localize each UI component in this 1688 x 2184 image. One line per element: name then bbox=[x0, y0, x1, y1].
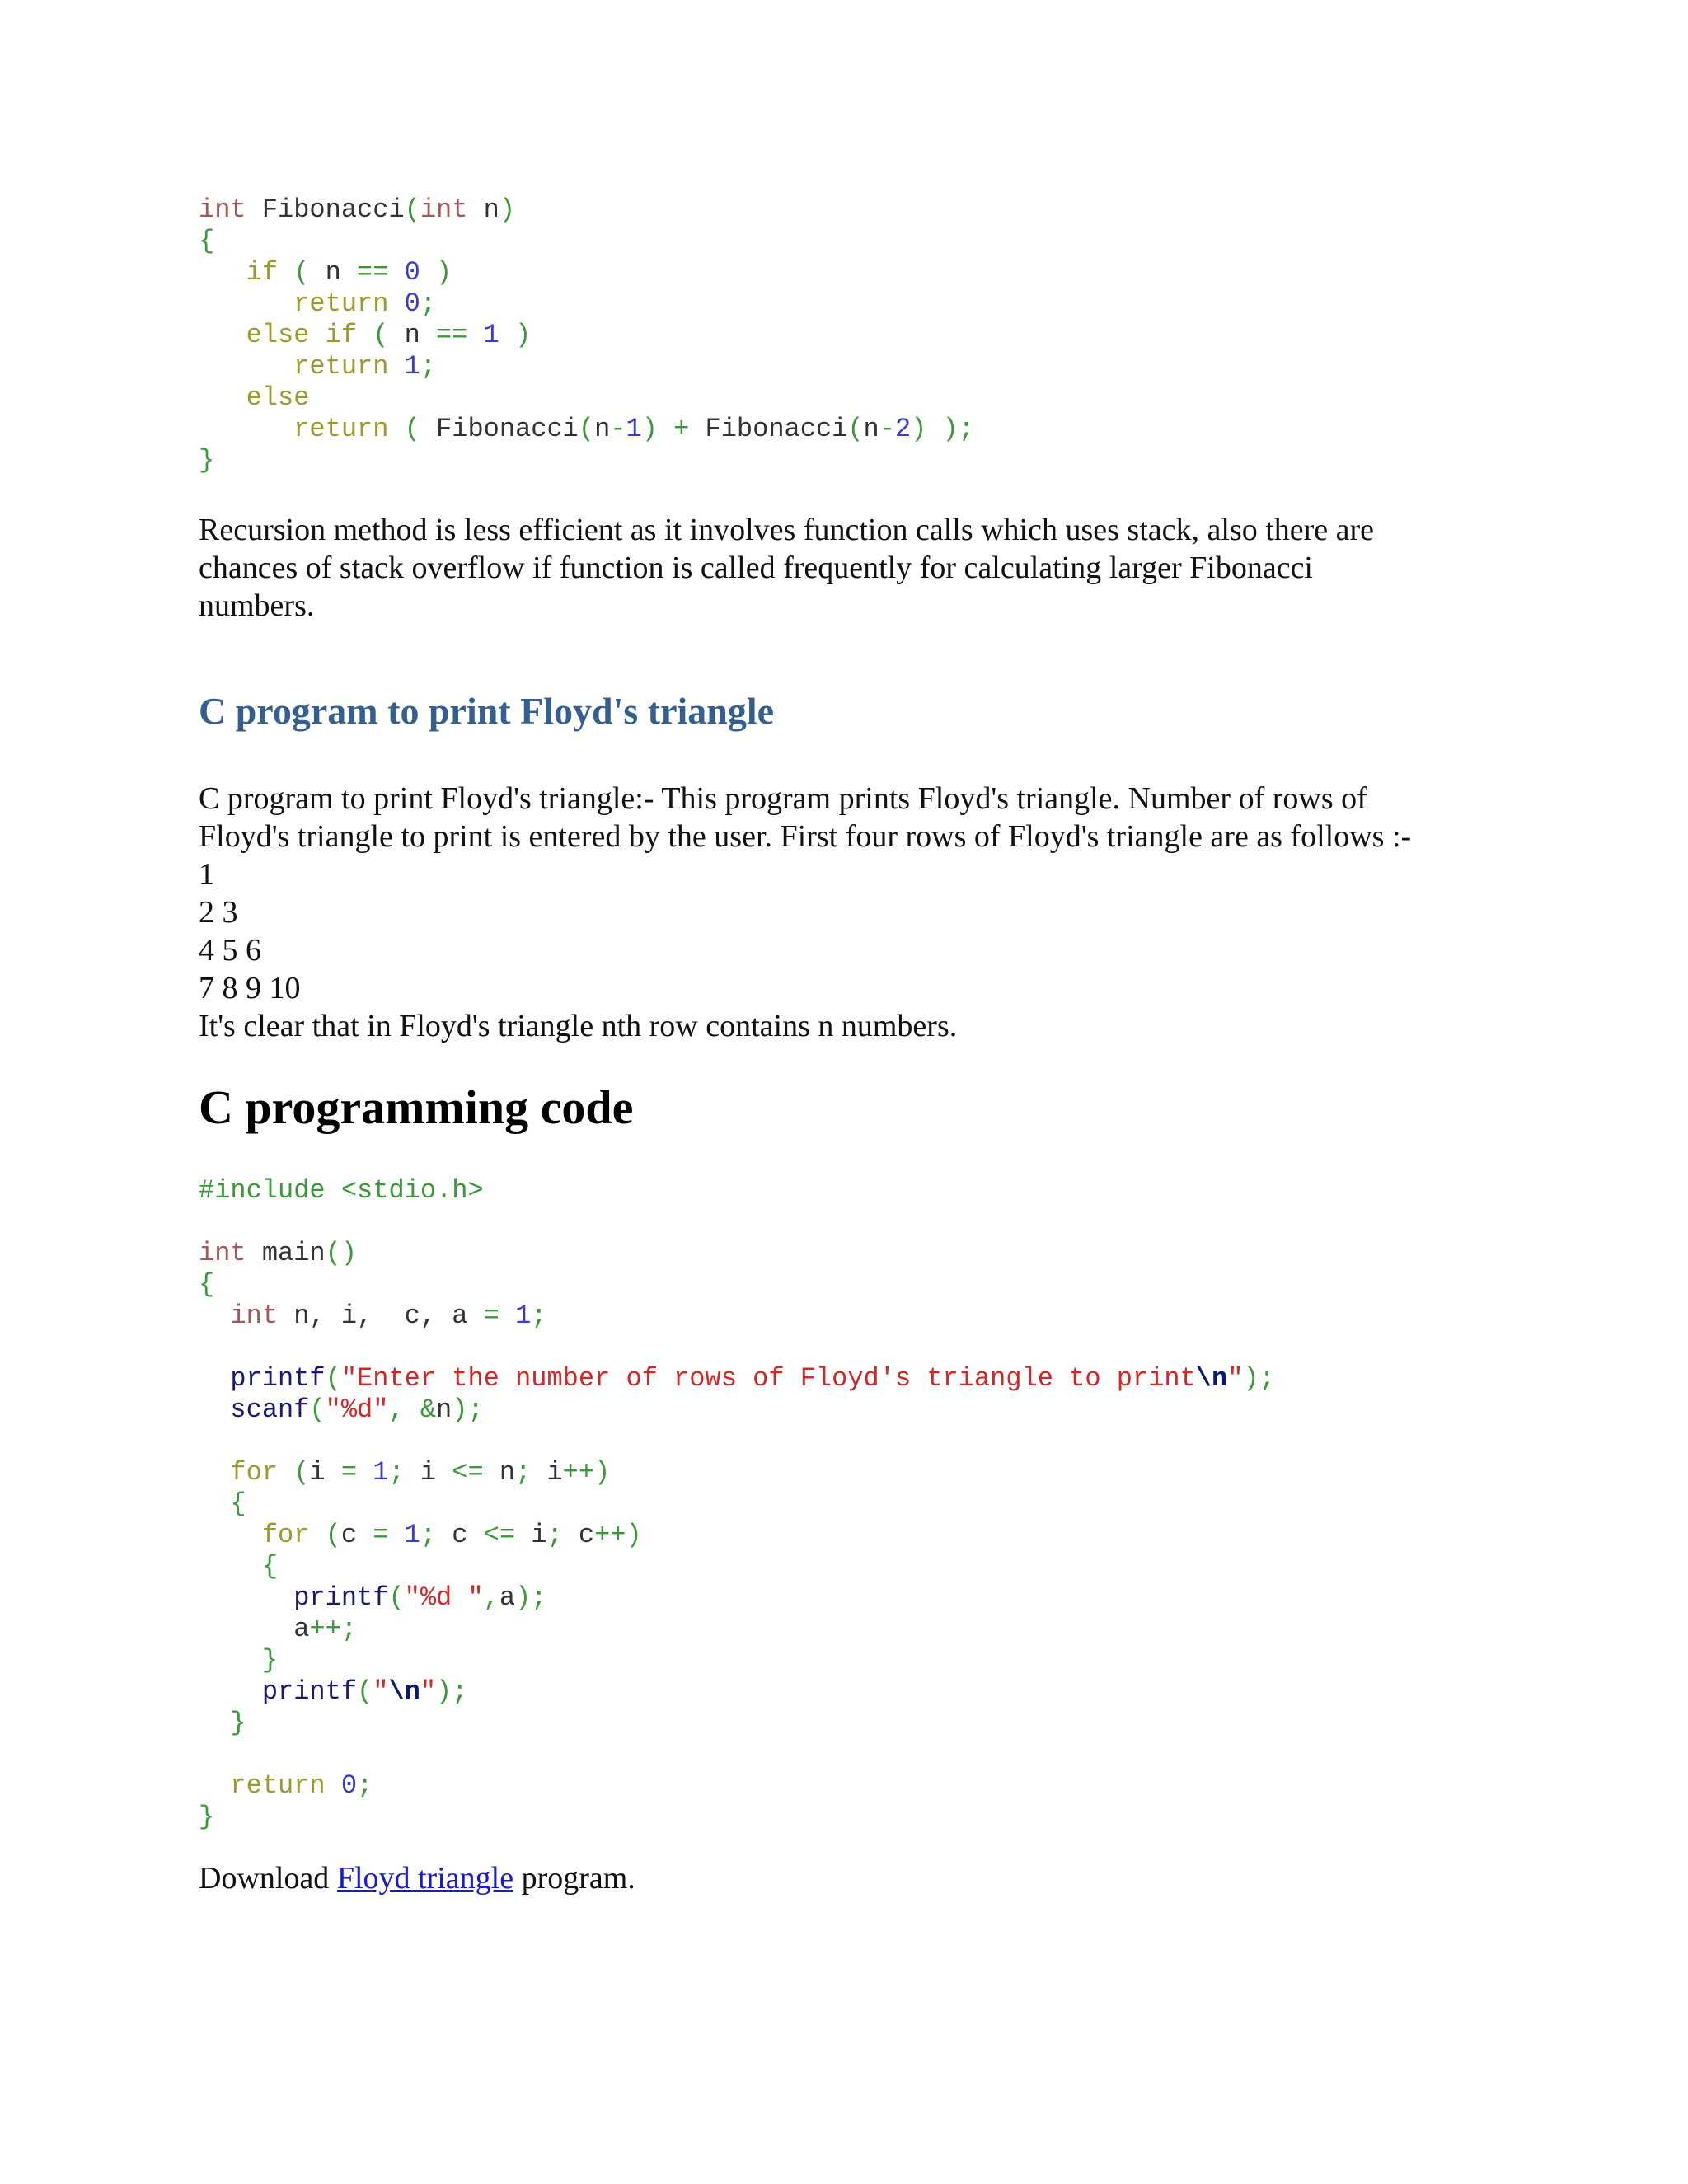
code-token: ); bbox=[1243, 1363, 1275, 1394]
code-token: ( bbox=[309, 1394, 326, 1425]
code-token: - bbox=[610, 414, 626, 444]
code-token bbox=[309, 1520, 325, 1550]
code-token: n bbox=[594, 414, 611, 444]
paragraph-line: It's clear that in Floyd's triangle nth row contains n numbers. bbox=[199, 1009, 958, 1043]
code-token: ( bbox=[404, 194, 420, 225]
code-token: ; bbox=[531, 1301, 547, 1331]
code-line bbox=[199, 1269, 1275, 1301]
code-token: <= bbox=[483, 1520, 516, 1550]
code-token bbox=[388, 288, 404, 319]
code-token: = bbox=[340, 1457, 358, 1488]
code-line bbox=[199, 1301, 1275, 1332]
code-token: if bbox=[246, 257, 279, 288]
code-token: 2 bbox=[894, 414, 912, 444]
code-token: \n bbox=[388, 1676, 420, 1707]
code-token: } bbox=[261, 1645, 279, 1675]
code-line bbox=[199, 1426, 1275, 1457]
code-token bbox=[199, 1457, 230, 1488]
code-token bbox=[499, 320, 515, 350]
code-token: "Enter the number of rows of Floyd's triangle to print bbox=[340, 1363, 1196, 1394]
code-line bbox=[199, 1614, 1275, 1645]
code-line bbox=[199, 1708, 1275, 1739]
code-line bbox=[199, 1739, 1275, 1770]
code-token: ( bbox=[373, 320, 389, 350]
code-token: int bbox=[199, 194, 246, 225]
code-token: ( bbox=[293, 257, 310, 288]
code-line bbox=[199, 1802, 1275, 1833]
code-token: ++; bbox=[309, 1614, 358, 1644]
code-token bbox=[199, 1551, 262, 1582]
code-token bbox=[388, 414, 404, 444]
code-token: = bbox=[483, 1301, 499, 1331]
code-token: " bbox=[1227, 1363, 1244, 1394]
code-token bbox=[499, 1301, 515, 1331]
code-token: 0 bbox=[340, 1770, 358, 1801]
code-token: return bbox=[230, 1770, 326, 1801]
code-token: int bbox=[230, 1301, 279, 1331]
code-line bbox=[199, 382, 974, 414]
code-token: ; bbox=[420, 351, 437, 382]
code-line bbox=[199, 351, 974, 382]
code-token: ++) bbox=[594, 1520, 642, 1550]
code-token: ; bbox=[388, 1457, 405, 1488]
code-token: , bbox=[388, 1394, 405, 1425]
code-token bbox=[199, 351, 293, 382]
code-token: { bbox=[199, 1269, 215, 1300]
code-token: ) bbox=[641, 414, 658, 444]
code-line bbox=[199, 1175, 1275, 1207]
code-token: ( bbox=[293, 1457, 310, 1488]
code-token: n bbox=[309, 257, 358, 288]
paragraph-line: Floyd's triangle to print is entered by the user. First four rows of Floyd's triangle are as follows :- bbox=[199, 819, 1412, 854]
download-prefix: Download bbox=[199, 1861, 337, 1896]
paragraph-line: 4 5 6 bbox=[199, 933, 261, 968]
paragraph-line: chances of stack overflow if function is called frequently for calculating larger Fibonacci bbox=[199, 551, 1313, 585]
code-token: else if bbox=[246, 320, 358, 350]
code-line bbox=[199, 1645, 1275, 1676]
code-token: ; bbox=[420, 288, 437, 319]
code-token: ); bbox=[436, 1676, 468, 1707]
code-token: Fibonacci bbox=[246, 194, 405, 225]
code-heading: C programming code bbox=[199, 1080, 634, 1134]
code-token bbox=[420, 257, 436, 288]
code-token bbox=[199, 257, 246, 288]
code-line bbox=[199, 226, 974, 257]
code-token: ); bbox=[515, 1582, 547, 1613]
code-line bbox=[199, 1457, 1275, 1488]
code-token bbox=[199, 1363, 230, 1394]
code-token: ); bbox=[942, 414, 974, 444]
code-token: <= bbox=[452, 1457, 484, 1488]
code-line bbox=[199, 1238, 1275, 1269]
code-line bbox=[199, 1551, 1275, 1582]
code-token: + bbox=[673, 414, 690, 444]
code-line bbox=[199, 1770, 1275, 1802]
code-token bbox=[199, 288, 293, 319]
code-token bbox=[199, 1488, 230, 1519]
floyd-triangle-link[interactable]: Floyd triangle bbox=[336, 1861, 514, 1896]
code-token: \n bbox=[1195, 1363, 1228, 1394]
code-line bbox=[199, 288, 974, 320]
code-token: printf bbox=[293, 1582, 389, 1613]
code-line bbox=[199, 414, 974, 445]
code-token bbox=[199, 1301, 230, 1331]
code-token: == bbox=[436, 320, 468, 350]
code-token: { bbox=[261, 1551, 279, 1582]
code-token bbox=[388, 1520, 404, 1550]
code-token: ( bbox=[847, 414, 864, 444]
code-token: printf bbox=[230, 1363, 326, 1394]
code-token: { bbox=[230, 1488, 246, 1519]
code-token: i bbox=[515, 1520, 547, 1550]
code-token: ) bbox=[515, 320, 532, 350]
code-token: ( bbox=[388, 1582, 405, 1613]
code-token: 0 bbox=[404, 257, 420, 288]
code-line bbox=[199, 194, 974, 226]
code-line bbox=[199, 1394, 1275, 1426]
code-token: ( bbox=[578, 414, 595, 444]
code-token bbox=[388, 257, 404, 288]
code-token: ; bbox=[357, 1770, 373, 1801]
code-token bbox=[388, 351, 404, 382]
code-token bbox=[199, 414, 293, 444]
code-token bbox=[278, 1457, 293, 1488]
code-token: a bbox=[499, 1582, 516, 1613]
code-token: 1 bbox=[404, 351, 420, 382]
code-token bbox=[199, 1770, 230, 1801]
code-line bbox=[199, 320, 974, 351]
code-token: Fibonacci bbox=[689, 414, 848, 444]
code-token bbox=[199, 1645, 262, 1675]
code-token: else bbox=[246, 382, 310, 413]
code-token: { bbox=[199, 226, 215, 256]
code-token: n bbox=[436, 1394, 452, 1425]
code-token: & bbox=[420, 1394, 437, 1425]
code-token: return bbox=[293, 288, 389, 319]
code-token: 0 bbox=[404, 288, 420, 319]
code-token: , bbox=[483, 1582, 499, 1613]
code-token bbox=[926, 414, 942, 444]
code-token: n bbox=[863, 414, 879, 444]
code-token: () bbox=[325, 1238, 358, 1268]
paragraph-line: C program to print Floyd's triangle:- This program prints Floyd's triangle. Number of rows of bbox=[199, 781, 1367, 816]
paragraph-line: 2 3 bbox=[199, 895, 238, 930]
code-token bbox=[199, 1520, 262, 1550]
code-line bbox=[199, 1363, 1275, 1394]
download-suffix: program. bbox=[513, 1861, 635, 1896]
code-token: ( bbox=[325, 1520, 341, 1550]
code-token bbox=[278, 257, 293, 288]
code-token: c bbox=[436, 1520, 484, 1550]
code-token: ) bbox=[499, 194, 516, 225]
code-token: main bbox=[246, 1238, 326, 1268]
recursion-paragraph bbox=[199, 511, 1374, 625]
code-token: n bbox=[467, 194, 499, 225]
code-token bbox=[199, 1708, 230, 1738]
code-token: ; bbox=[420, 1520, 437, 1550]
code-token: i bbox=[309, 1457, 341, 1488]
code-token: ) bbox=[911, 414, 927, 444]
code-token bbox=[405, 1394, 420, 1425]
code-line bbox=[199, 445, 974, 476]
code-token: return bbox=[293, 351, 389, 382]
code-token: scanf bbox=[230, 1394, 310, 1425]
code-token: ( bbox=[404, 414, 420, 444]
code-token bbox=[357, 320, 373, 350]
code-line bbox=[199, 1488, 1275, 1520]
code-token bbox=[199, 1582, 293, 1613]
code-token: " bbox=[420, 1676, 437, 1707]
code-token: "%d " bbox=[404, 1582, 484, 1613]
code-token: ; bbox=[546, 1520, 563, 1550]
code-token: 1 bbox=[373, 1457, 389, 1488]
code-token bbox=[199, 320, 246, 350]
code-token: n, i, c, a bbox=[278, 1301, 484, 1331]
code-token bbox=[199, 1394, 230, 1425]
code-token: ; bbox=[515, 1457, 532, 1488]
code-token: for bbox=[261, 1520, 310, 1550]
code-token: for bbox=[230, 1457, 279, 1488]
code-token: i bbox=[531, 1457, 563, 1488]
code-token: - bbox=[879, 414, 895, 444]
code-token bbox=[658, 414, 673, 444]
code-token: == bbox=[357, 257, 389, 288]
code-token: = bbox=[373, 1520, 389, 1550]
code-token: int bbox=[199, 1238, 246, 1268]
code-token: 1 bbox=[626, 414, 642, 444]
code-token: i bbox=[404, 1457, 452, 1488]
paragraph-line: 7 8 9 10 bbox=[199, 971, 301, 1005]
code-line bbox=[199, 1332, 1275, 1363]
floyd-code-block bbox=[199, 1175, 1275, 1833]
download-line bbox=[199, 1859, 635, 1897]
code-token: "%d" bbox=[325, 1394, 389, 1425]
fibonacci-code-block bbox=[199, 194, 974, 476]
code-line bbox=[199, 257, 974, 288]
paragraph-line: 1 bbox=[199, 857, 214, 892]
code-token: int bbox=[420, 194, 468, 225]
code-token: ++) bbox=[562, 1457, 611, 1488]
code-token: ( bbox=[325, 1363, 341, 1394]
floyd-paragraph bbox=[199, 780, 1411, 1045]
code-token: } bbox=[230, 1708, 246, 1738]
code-token: n bbox=[483, 1457, 516, 1488]
code-token: } bbox=[199, 1802, 215, 1832]
code-token: } bbox=[199, 445, 215, 476]
code-token: 1 bbox=[515, 1301, 532, 1331]
code-token: return bbox=[293, 414, 389, 444]
code-line bbox=[199, 1520, 1275, 1551]
code-token: c bbox=[340, 1520, 373, 1550]
code-token: 1 bbox=[404, 1520, 420, 1550]
code-token: Fibonacci bbox=[420, 414, 579, 444]
code-token: c bbox=[562, 1520, 595, 1550]
code-token bbox=[467, 320, 483, 350]
paragraph-line: numbers. bbox=[199, 588, 315, 623]
code-token: ) bbox=[436, 257, 452, 288]
code-line bbox=[199, 1582, 1275, 1614]
paragraph-line: Recursion method is less efficient as it involves function calls which uses stack, also there are bbox=[199, 513, 1375, 547]
code-line bbox=[199, 1676, 1275, 1708]
code-token bbox=[199, 1676, 262, 1707]
code-token: a bbox=[199, 1614, 310, 1644]
code-token bbox=[357, 1457, 373, 1488]
section-heading: C program to print Floyd's triangle bbox=[199, 690, 775, 732]
code-token: n bbox=[388, 320, 437, 350]
code-token: #include <stdio.h> bbox=[199, 1175, 484, 1206]
code-token: " bbox=[373, 1676, 389, 1707]
code-token: ( bbox=[357, 1676, 373, 1707]
code-line bbox=[199, 1207, 1275, 1238]
code-token bbox=[326, 1770, 341, 1801]
code-token: printf bbox=[261, 1676, 358, 1707]
code-token: ); bbox=[452, 1394, 484, 1425]
code-token bbox=[199, 382, 246, 413]
code-token: 1 bbox=[483, 320, 499, 350]
